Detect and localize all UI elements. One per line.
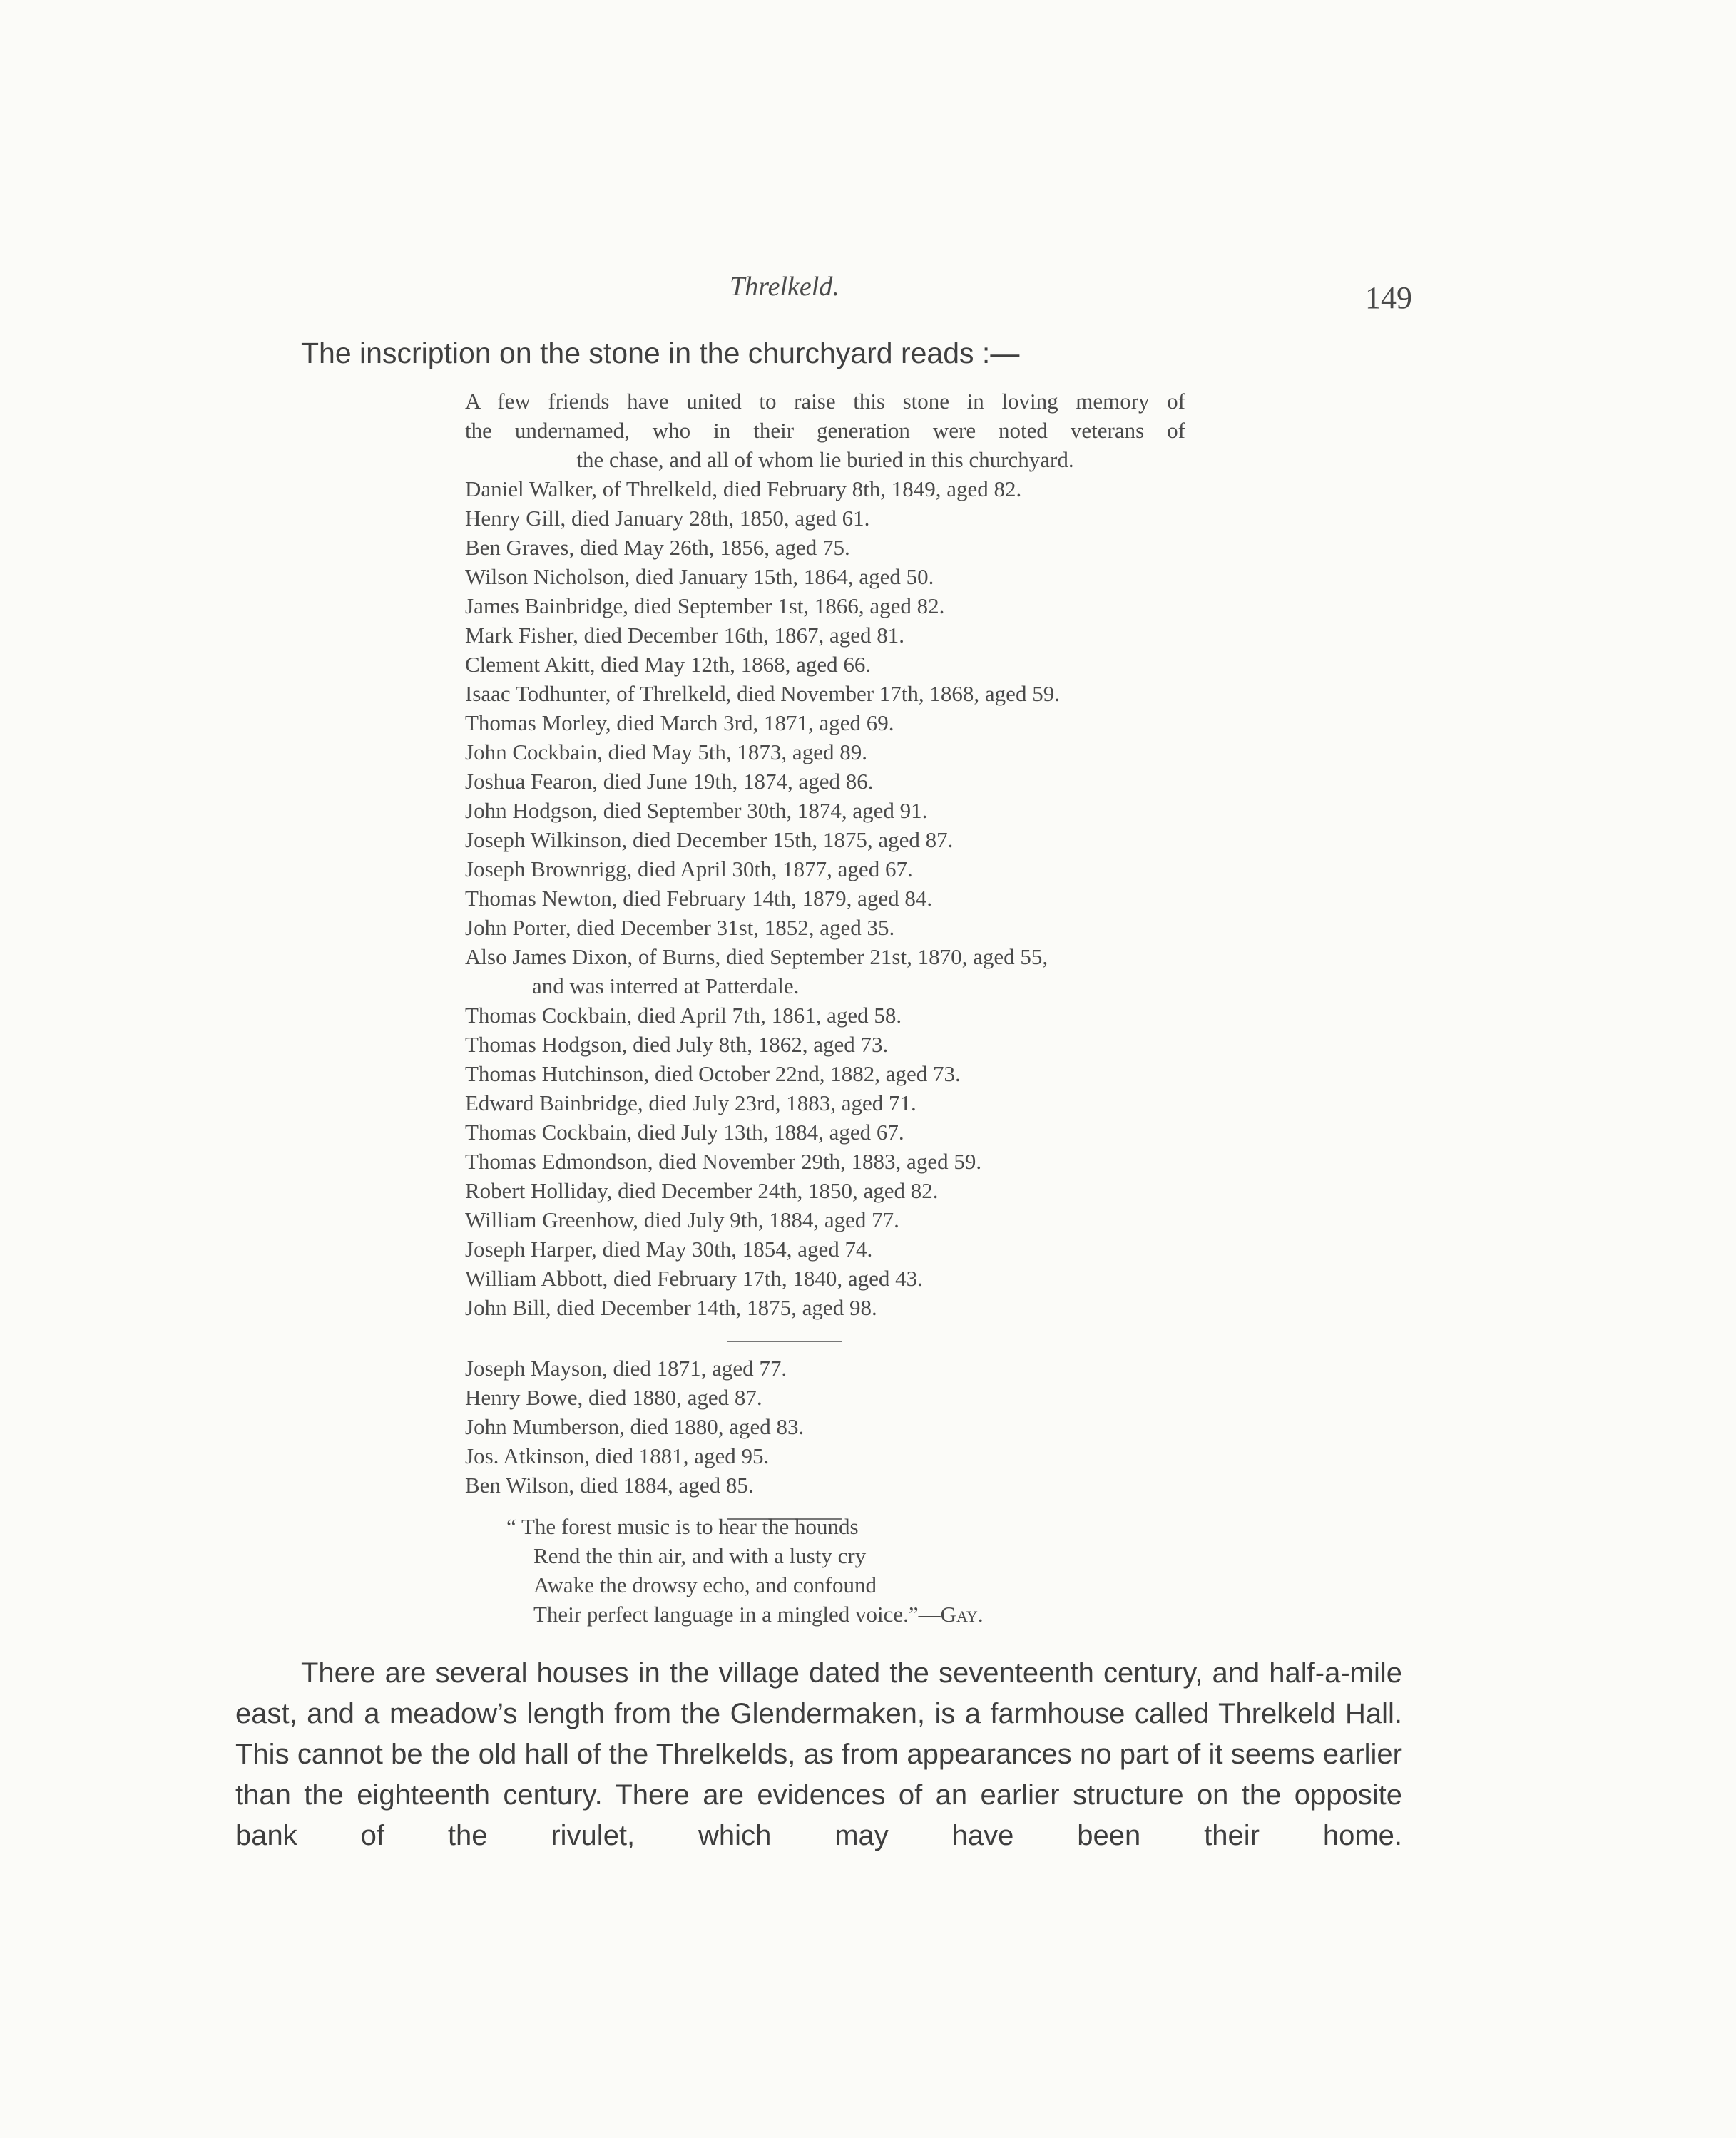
inscription-entry: Joshua Fearon, died June 19th, 1874, aged 86. <box>465 769 874 794</box>
inscription-entry: Also James Dixon, of Burns, died September 21st, 1870, aged 55, <box>465 944 1048 969</box>
inscription-entry: Clement Akitt, died May 12th, 1868, aged 66. <box>465 652 872 677</box>
verse-attribution: Gay. <box>940 1602 984 1627</box>
additional-entry: Joseph Mayson, died 1871, aged 77. <box>465 1356 787 1381</box>
inscription-entry: John Hodgson, died September 30th, 1874, aged 91. <box>465 798 928 823</box>
inscription-entry: Edward Bainbridge, died July 23rd, 1883, aged 71. <box>465 1090 916 1115</box>
verse-line: Rend the thin air, and with a lusty cry <box>533 1543 867 1568</box>
inscription-entry: Thomas Cockbain, died July 13th, 1884, aged 67. <box>465 1120 904 1145</box>
inscription-entry: Thomas Newton, died February 14th, 1879, aged 84. <box>465 886 933 911</box>
inscription-entry: Mark Fisher, died December 16th, 1867, aged 81. <box>465 623 905 648</box>
inscription-preamble-line: A few friends have united to raise this stone in loving memory of <box>465 389 1185 414</box>
inscription-preamble-line: the undernamed, who in their generation were noted veterans of <box>465 418 1185 443</box>
additional-entry: John Mumberson, died 1880, aged 83. <box>465 1414 805 1439</box>
running-title: Threlkeld. <box>730 272 839 302</box>
inscription-entry: John Porter, died December 31st, 1852, aged 35. <box>465 915 895 940</box>
verse-quotation <box>506 1512 1148 1629</box>
inscription-entry: Thomas Hodgson, died July 8th, 1862, aged 73. <box>465 1032 889 1057</box>
inscription-entry: William Greenhow, died July 9th, 1884, aged 77. <box>465 1207 899 1232</box>
additional-entry: Ben Wilson, died 1884, aged 85. <box>465 1473 754 1498</box>
inscription-entry: Wilson Nicholson, died January 15th, 1864, aged 50. <box>465 564 934 589</box>
verse-line: “ The forest music is to hear the hounds <box>506 1514 859 1539</box>
inscription-entry: John Cockbain, died May 5th, 1873, aged 89. <box>465 740 867 764</box>
closing-paragraph: There are several houses in the village dated the seventeenth century, and half-a-mile east, and a meadow’s length from the Glendermaken, is a farmhouse called Threlkeld Hall. This cannot be the old hall of the Threlkelds, as from appearances no part of it seems earlier than the eighteenth century. There are evidences of an earlier structure on the opposite bank of the rivulet, which may have been their home. <box>235 1657 1402 1851</box>
inscription-entry: Thomas Cockbain, died April 7th, 1861, aged 58. <box>465 1003 902 1028</box>
section-divider <box>727 1341 842 1342</box>
intro-line: The inscription on the stone in the churchyard reads :— <box>301 337 1020 369</box>
inscription-entry: Joseph Wilkinson, died December 15th, 1875, aged 87. <box>465 827 954 852</box>
inscription-entry: Joseph Brownrigg, died April 30th, 1877, aged 67. <box>465 856 913 881</box>
inscription-entry: Thomas Edmondson, died November 29th, 1883, aged 59. <box>465 1149 982 1174</box>
verse-line: Awake the drowsy echo, and confound <box>533 1572 877 1597</box>
additional-entry: Jos. Atkinson, died 1881, aged 95. <box>465 1443 770 1468</box>
inscription-block <box>465 387 1185 1531</box>
additional-entry: Henry Bowe, died 1880, aged 87. <box>465 1385 762 1410</box>
inscription-entry: Joseph Harper, died May 30th, 1854, aged 74. <box>465 1237 873 1262</box>
inscription-entry: Robert Holliday, died December 24th, 1850, aged 82. <box>465 1178 939 1203</box>
verse-line-last <box>506 1600 1148 1629</box>
inscription-entry: Daniel Walker, of Threlkeld, died February 8th, 1849, aged 82. <box>465 476 1022 501</box>
inscription-preamble-line: the chase, and all of whom lie buried in this churchyard. <box>576 447 1074 472</box>
verse-line-text: Their perfect language in a mingled voice.”— <box>533 1602 941 1627</box>
inscription-entry-continuation: and was interred at Patterdale. <box>532 973 800 998</box>
inscription-entry: Thomas Morley, died March 3rd, 1871, aged 69. <box>465 710 894 735</box>
inscription-entry: Thomas Hutchinson, died October 22nd, 1882, aged 73. <box>465 1061 961 1086</box>
inscription-entry: Ben Graves, died May 26th, 1856, aged 75. <box>465 535 850 560</box>
inscription-entry: John Bill, died December 14th, 1875, aged 98. <box>465 1295 877 1320</box>
inscription-entry: Isaac Todhunter, of Threlkeld, died November 17th, 1868, aged 59. <box>465 681 1060 706</box>
inscription-entry: Henry Gill, died January 28th, 1850, aged 61. <box>465 506 870 531</box>
inscription-entry: James Bainbridge, died September 1st, 1866, aged 82. <box>465 593 945 618</box>
inscription-entry: William Abbott, died February 17th, 1840, aged 43. <box>465 1266 923 1291</box>
page-number: 149 <box>1365 280 1412 315</box>
